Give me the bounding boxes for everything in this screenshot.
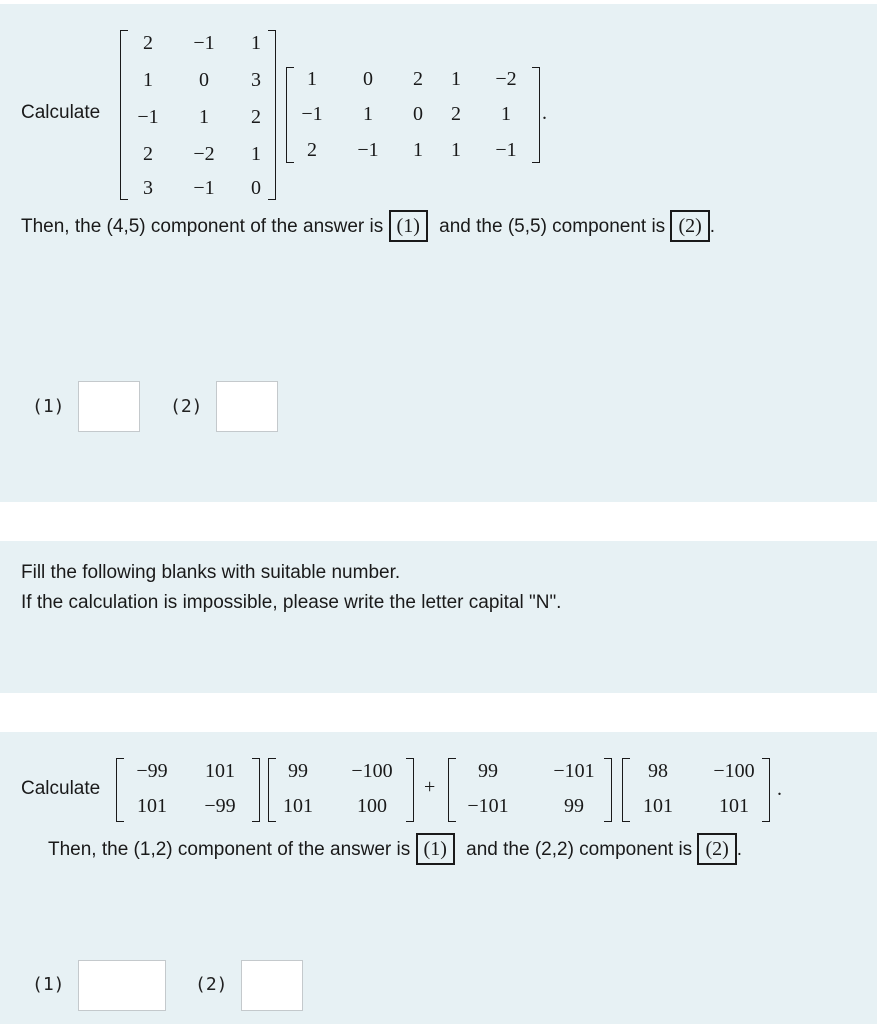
- matrix-cell: −1: [495, 139, 517, 161]
- calculate-label: Calculate: [21, 778, 101, 799]
- matrix-cell: 1: [413, 139, 423, 161]
- matrix-cell: 1: [199, 106, 209, 128]
- matrix-cell: 0: [251, 177, 261, 199]
- period: .: [542, 102, 547, 124]
- matrix-cell: 98: [648, 760, 668, 782]
- sentence-part-b: and the (5,5) component is: [439, 216, 666, 237]
- answer-input-1[interactable]: [78, 960, 166, 1011]
- answer-label-1: (1): [32, 974, 65, 995]
- matrix-cell: 1: [251, 143, 261, 165]
- question-panel-1: [0, 4, 877, 502]
- matrix-cell: 1: [451, 68, 461, 90]
- blank-box-2: (2): [670, 210, 709, 242]
- matrix-cell: −100: [713, 760, 755, 782]
- matrix-b: [286, 67, 540, 163]
- answer-label-2: (2): [170, 396, 203, 417]
- instruction-line-1: Fill the following blanks with suitable number.: [21, 562, 401, 583]
- matrix-cell: 101: [283, 795, 313, 817]
- blank-box-2: (2): [697, 833, 736, 865]
- sentence-part-b: and the (2,2) component is: [466, 839, 693, 860]
- matrix-cell: 0: [413, 103, 423, 125]
- instruction-line-2: If the calculation is impossible, please write the letter capital "N".: [21, 592, 562, 613]
- matrix-cell: 2: [413, 68, 423, 90]
- matrix-cell: 100: [357, 795, 387, 817]
- matrix-cell: 0: [363, 68, 373, 90]
- matrix-cell: −100: [351, 760, 393, 782]
- matrix-cell: −101: [467, 795, 509, 817]
- matrix-cell: 99: [564, 795, 584, 817]
- question-panel-2: [0, 732, 877, 1024]
- answer-sentence: [48, 833, 742, 867]
- matrix-cell: 2: [143, 32, 153, 54]
- matrix-cell: 101: [719, 795, 749, 817]
- answer-sentence: [21, 210, 715, 244]
- matrix-a: [120, 30, 276, 200]
- blank-box-1: (1): [416, 833, 455, 865]
- matrix-cell: 1: [307, 68, 317, 90]
- answer-label-1: (1): [32, 396, 65, 417]
- matrix-cell: 2: [251, 106, 261, 128]
- matrix-cell: 1: [451, 139, 461, 161]
- matrix-cell: −2: [495, 68, 517, 90]
- matrix-4: [622, 758, 770, 822]
- instruction-panel: [0, 541, 877, 693]
- matrix-cell: −1: [193, 32, 215, 54]
- matrix-cell: 1: [143, 69, 153, 91]
- matrix-cell: 101: [205, 760, 235, 782]
- plus-sign: +: [424, 776, 436, 798]
- calculate-label: Calculate: [21, 102, 101, 123]
- matrix-cell: −1: [193, 177, 215, 199]
- matrix-cell: 2: [307, 139, 317, 161]
- answer-input-2[interactable]: [241, 960, 303, 1011]
- matrix-cell: −99: [204, 795, 236, 817]
- matrix-cell: −1: [301, 103, 323, 125]
- matrix-cell: 2: [143, 143, 153, 165]
- matrix-2: [268, 758, 414, 822]
- matrix-cell: −2: [193, 143, 215, 165]
- answer-input-2[interactable]: [216, 381, 278, 432]
- matrix-cell: 1: [363, 103, 373, 125]
- answer-label-2: (2): [195, 974, 228, 995]
- matrix-cell: 99: [478, 760, 498, 782]
- period: .: [709, 216, 716, 237]
- matrix-1: [116, 758, 260, 822]
- period: .: [777, 778, 782, 800]
- matrix-cell: −1: [137, 106, 159, 128]
- matrix-cell: 1: [251, 32, 261, 54]
- matrix-cell: 99: [288, 760, 308, 782]
- matrix-cell: −101: [553, 760, 595, 782]
- matrix-cell: 101: [643, 795, 673, 817]
- period: .: [736, 839, 743, 860]
- matrix-cell: 1: [501, 103, 511, 125]
- answer-input-1[interactable]: [78, 381, 140, 432]
- sentence-part-a: Then, the (1,2) component of the answer is: [48, 839, 411, 860]
- matrix-cell: 101: [137, 795, 167, 817]
- sentence-part-a: Then, the (4,5) component of the answer is: [21, 216, 384, 237]
- matrix-cell: 3: [251, 69, 261, 91]
- matrix-cell: 0: [199, 69, 209, 91]
- matrix-cell: 2: [451, 103, 461, 125]
- blank-box-1: (1): [389, 210, 428, 242]
- matrix-cell: −99: [136, 760, 168, 782]
- matrix-cell: −1: [357, 139, 379, 161]
- matrix-cell: 3: [143, 177, 153, 199]
- matrix-3: [448, 758, 612, 822]
